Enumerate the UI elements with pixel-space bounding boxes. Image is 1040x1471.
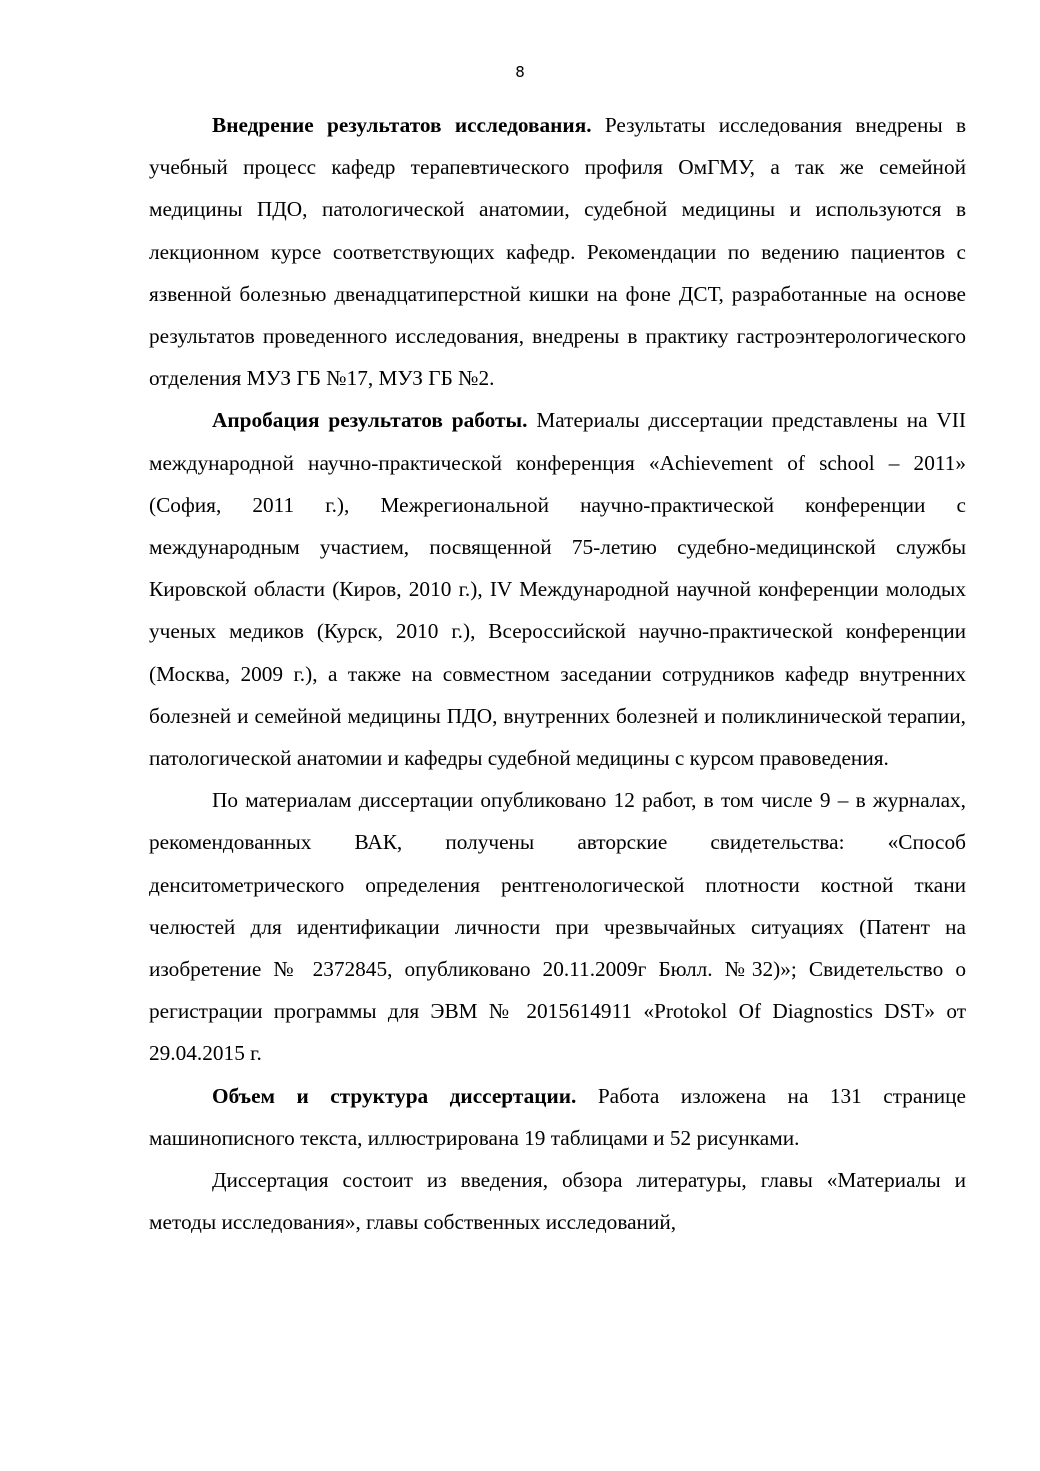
paragraph-approbation [149, 399, 966, 779]
document-body [149, 104, 966, 1243]
text-structure: Работа изложена на 131 странице машинописного текста, иллюстрирована 19 таблицами и 52 рисунками. [149, 1083, 966, 1150]
page-number: 8 [515, 63, 525, 81]
heading-approbation: Апробация результатов работы. [212, 408, 528, 433]
paragraph-implementation [149, 104, 966, 399]
text-publications: По материалам диссертации опубликовано 12 работ, в том числе 9 – в журналах, рекомендованных ВАК, получены авторские свидетельства: «Способ денситометрического определения рентгенологической плотности костной ткани челюстей для идентификации личности при чрезвычайных ситуациях (Патент на изобретение № 2372845, опубликовано 20.11.2009г Бюлл. №32)»; Свидетельство о регистрации программы для ЭВМ № 2015614911 «Protokol Of Diagnostics DST» от 29.04.2015 г. [149, 788, 966, 1066]
paragraph-composition [149, 1159, 966, 1243]
text-implementation: Результаты исследования внедрены в учебный процесс кафедр терапевтического профиля ОмГМУ, а так же семейной медицины ПДО, патологической анатомии, судебной медицины и используются в лекционном курсе соответствующих кафедр. Рекомендации по ведению пациентов с язвенной болезнью двенадцатиперстной кишки на фоне ДСТ, разработанные на основе результатов проведенного исследования, внедрены в практику гастроэнтерологического отделения МУЗ ГБ №17, МУЗ ГБ №2. [149, 113, 966, 391]
paragraph-publications [149, 779, 966, 1074]
text-approbation: Материалы диссертации представлены на VII международной научно-практической конференция «Achievement of school – 2011» (София, 2011 г.), Межрегиональной научно-практической конференции с международным участием, посвященной 75-летию судебно-медицинской службы Кировской области (Киров, 2010 г.), IV Международной научной конференции молодых ученых медиков (Курск, 2010 г.), Всероссийской научно-практической конференции (Москва, 2009 г.), а также на совместном заседании сотрудников кафедр внутренних болезней и семейной медицины ПДО, внутренних болезней и поликлинической терапии, патологической анатомии и кафедры судебной медицины с курсом правоведения. [149, 408, 966, 771]
heading-structure: Объем и структура диссертации. [212, 1083, 577, 1108]
heading-implementation: Внедрение результатов исследования. [212, 113, 592, 137]
text-composition: Диссертация состоит из введения, обзора литературы, главы «Материалы и методы исследования», главы собственных исследований, [149, 1168, 966, 1235]
paragraph-structure [149, 1075, 966, 1159]
